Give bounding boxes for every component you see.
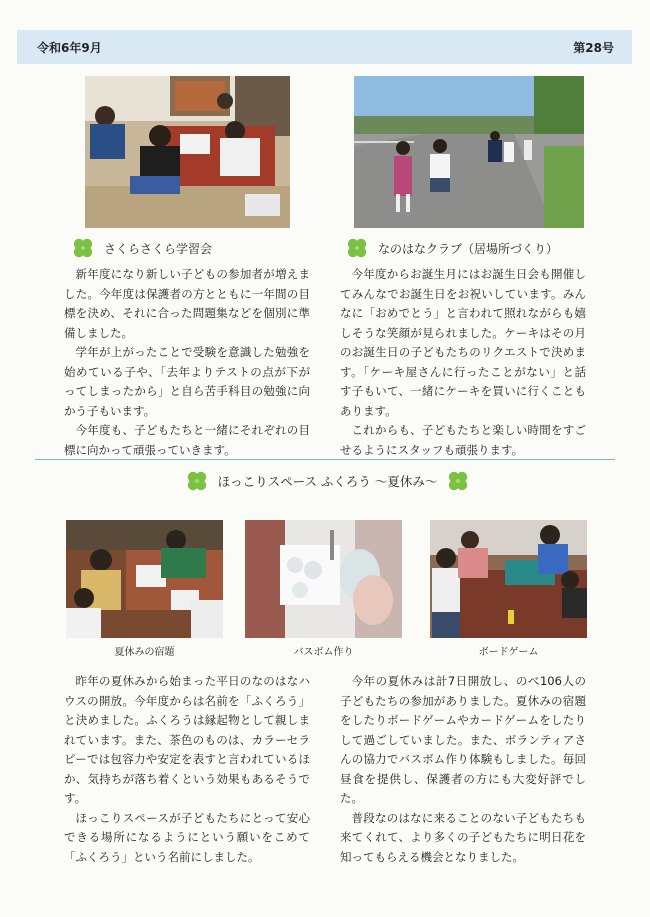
section-divider xyxy=(35,459,615,460)
paragraph: 新年度になり新しい子どもの参加者が増えました。今年度は保護者の方とともに一年間の目標を決め、それに合った問題集などを個別に準備しました。 xyxy=(64,267,310,340)
paragraph: ほっこりスペースが子どもたちにとって安心できる場所になるようにという願いをこめて「ふくろう」という名前にしました。 xyxy=(64,810,310,864)
clover-icon xyxy=(346,237,368,259)
fukurou-body-left xyxy=(64,672,310,867)
paragraph: 今年の夏休みは計7日開放し、のべ106人の子どもたちの参加がありました。夏休みの宿題をしたりボードゲームやカードゲームをしたりして過ごしていました。また、ボランティアさんの協力でバスボム作り体験もしました。毎回昼食を提供し、保護者の方にも大変好評でした。 xyxy=(340,674,586,805)
issue-number: 第28号 xyxy=(573,41,614,55)
clover-icon xyxy=(447,470,469,492)
nanohana-body xyxy=(340,265,586,460)
paragraph: これからも、子どもたちと楽しい時間をすごせるようにスタッフも頑張ります。 xyxy=(340,423,586,457)
photo-boardgame xyxy=(430,520,587,638)
section-title-sakura xyxy=(72,237,212,259)
issue-date: 令和6年9月 xyxy=(37,41,102,55)
section-title-text: なのはなクラブ（居場所づくり） xyxy=(378,241,559,256)
photo-homework xyxy=(66,520,223,638)
paragraph: 学年が上がったことで受験を意識した勉強を始めている子や、「去年よりテストの点が下がってしまったから」と自ら苦手科目の勉強に向かう子もいます。 xyxy=(64,345,310,418)
paragraph: 今年度からお誕生月にはお誕生日会も開催してみんなでお誕生日をお祝いしています。みんなに「おめでとう」と言われて照れながらも嬉しそうな笑顔が見られました。ケーキはその月のお誕生日の子どもたちのリクエストで決めます。「ケーキ屋さんに行ったことがない」と話す子もいて、一緒にケーキを買いに行くこともあります。 xyxy=(340,267,586,418)
fukurou-body-right xyxy=(340,672,586,867)
section-title-text: さくらさくら学習会 xyxy=(104,241,213,256)
caption-bathbomb: バスボム作り xyxy=(293,647,354,658)
section-title-nanohana xyxy=(346,237,558,259)
caption-boardgame: ボードゲーム xyxy=(478,647,539,658)
section-title-fukurou xyxy=(175,467,480,495)
paragraph: 今年度も、子どもたちと一緒にそれぞれの目標に向かって頑張っていきます。 xyxy=(64,423,310,457)
header-band xyxy=(17,30,632,64)
photo-study-session xyxy=(85,76,290,228)
photo-walk xyxy=(354,76,584,228)
section-title-text: ほっこりスペース ふくろう ～夏休み～ xyxy=(217,474,438,489)
clover-icon xyxy=(72,237,94,259)
clover-icon xyxy=(186,470,208,492)
paragraph: 普段なのはなに来ることのない子どもたちも来てくれて、より多くの子どもたちに明日花を知ってもらえる機会となりました。 xyxy=(340,810,586,864)
photo-bathbomb xyxy=(245,520,402,638)
paragraph: 昨年の夏休みから始まった平日のなのはなハウスの開放。今年度からは名前を「ふくろう」と決めました。ふくろうは縁起物として親しまれています。また、茶色のものは、カラーセラピーでは包容力や安定を表すと言われているほか、気持ちが落ち着くという効果もあるそうです。 xyxy=(64,674,310,805)
sakura-body xyxy=(64,265,310,460)
caption-homework: 夏休みの宿題 xyxy=(114,647,175,658)
